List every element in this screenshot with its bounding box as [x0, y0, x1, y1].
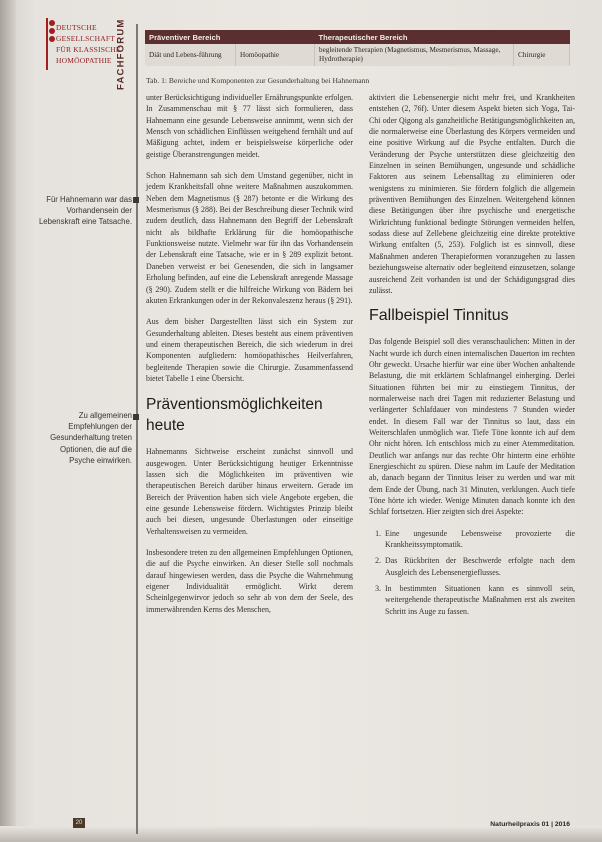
logo-line: DEUTSCHE [56, 23, 97, 32]
table-cell: Chirurgie [514, 44, 570, 66]
logo-line: GESELLSCHAFT [56, 34, 116, 43]
section-heading: Präventionsmöglichkeiten heute [146, 396, 323, 435]
page-bottom-shadow [0, 826, 602, 842]
section-label: FACHFORUM [115, 18, 127, 90]
section-heading: Fallbeispiel Tinnitus [369, 307, 509, 325]
logo-line: HOMÖOPATHIE [56, 56, 112, 65]
sidenote: Zu allgemeinen Empfehlungen der Gesunderhaltung treten Optionen, die auf die Psyche einwirken. [50, 411, 132, 465]
page-number: 20 [73, 818, 85, 828]
page-gutter-shadow [0, 0, 16, 842]
paragraph: Aus dem bisher Dargestellten lässt sich ein System zur Gesunderhaltung ableiten. Dieses besteht aus einem präventiven und einem therapeutischen Bereich, die sich wiederum in drei Komponenten aufgliedern: homöopathisches Heilverfahren, begleitende Therapien sowie die Chirurgie. Zusammenfassend bietet Tabelle 1 eine Übersicht. [146, 317, 353, 383]
table-header-preventive: Präventiver Bereich [145, 30, 315, 44]
paragraph: Insbesondere treten zu den allgemeinen Empfehlungen Optionen, die auf die Psyche einwirken. An dieser Stelle soll nochmals darauf hingewiesen werden, dass die Psyche die Wahrnehmung eigener Individualität ermöglicht. Wirkt derem Scheinlgegenwirvor jedoch so sehr ab von dem der Seele, des immerwährenden Kerns des Menschen, [146, 548, 353, 614]
margin-divider [136, 24, 138, 834]
paragraph: aktiviert die Lebensenergie nicht mehr frei, und Krankheiten entstehen (2, 76f). Unter diesem Aspekt bieten sich Yoga, Tai-Chi oder Qigong als ganzheitliche Betätigungsmöglichkeiten an, die normalerweise eine Überlastung des Körpers vermeiden und eine positive Wirkung auf die Psyche entfalten. Durch die Veränderung der Psyche unterstützen diese gleichzeitig den Einzelnen in seinen Bemühungen, ungesunde und schädliche Faktoren aus seinem Lebensalltag zu eliminieren oder wenigstens zu minimieren. Sie fördern folglich die allgemein präventiven Bemühungen des Einzelnen. Weitergehend können diese Betätigungen über ihre psychische und energetische Wirkrichtung funktional bedingte Störungen vermeiden helfen, sodass diese auf Zellebene gleichzeitig eine direkte protektive Wirkung entfalten (5, 253). Folglich ist es sinnvoll, diese Maßnahmen anderen Therapieformen voranzugehen zu lassen beziehungsweise alternativ oder begleitend einzusetzen, solange ausreichend Zeit vorhanden ist und der Schädigungsgrad dies zulässt. [369, 93, 575, 295]
logo-line: FÜR KLASSISCHE [56, 45, 121, 54]
table-cell: begleitende Therapien (Magnetismus, Mesmerismus, Massage, Hydrotherapie) [315, 44, 514, 66]
list-item: 3. In bestimmten Situationen kann es sinnvoll sein, weitergehende therapeutische Maßnahmen erst als zweiten Schritt ins Auge zu fassen. [383, 583, 575, 617]
journal-footer: Naturheilpraxis 01 | 2016 [490, 821, 570, 828]
components-table [145, 30, 570, 66]
aspects-list [369, 528, 575, 617]
table-cell: Diät und Lebens-führung [145, 44, 236, 66]
list-item: 1. Eine ungesunde Lebensweise provozierte die Krankheitssymptomatik. [383, 528, 575, 551]
sidenote-marker [133, 414, 139, 420]
list-item: 2. Das Rückbriten der Beschwerde erfolgte nach dem Ausgleich des Lebensenergieflusses. [383, 555, 575, 578]
sidenote-marker [133, 197, 139, 203]
paragraph: Schon Hahnemann sah sich dem Umstand gegenüber, nicht in jedem Krankheitsfall ohne weitere Maßnahmen auszukommen. Neben dem Magnetismus (§ 287) betonte er die Wirkung des Mesmerismus (§ 288). Bei der Beschreibung dieser Technik wird zudem deutlich, dass Hahnemann den Begriff der Lebenskraft nicht als bildhafte Erklärung für die homöopathische Funktionsweise nutzte. Vielmehr war für ihn das Vorhandensein der Lebenskraft eine Tatsache, wie er in § 289 explizit betont. Daneben verweist er bei Genesenden, die sich in langsamer Erholung befinden, auf eine die Lebenskraft anregende Massage (§ 290). Zudem stellt er die hilfreiche Wirkung von Bädern bei akuten Erkrankungen oder in der Rekonvaleszenz heraus (§ 291). [146, 171, 353, 305]
paragraph: Hahnemanns Sichtweise erscheint zunächst sinnvoll und ausgewogen. Unter Berücksichtigung heutiger Erkenntnisse lassen sich die Möglichkeiten im präventiven wie therapeutischen Bereich darüber hinaus erweitern. Gerade im Bereich der Prävention haben sich viele Angebote ergeben, die eine gesunde Lebensweise fördern. Wichtigstes Prinzip bleibt auch bei diesen, ungesunde Überlastungen oder einseitige Verhaltensweisen zu vermeiden. [146, 447, 353, 536]
table-caption: Tab. 1: Bereiche und Komponenten zur Gesunderhaltung bei Hahnemann [146, 76, 370, 85]
sidenote: Für Hahnemann war das Vorhandensein der Lebenskraft eine Tatsache. [38, 195, 132, 227]
text-column-left [146, 92, 353, 625]
paragraph: unter Berücksichtigung individueller Ernährungspunkte erfolgen. In Zusammenschau mit § 77 lässt sich formulieren, dass Hahnemann eine gesunde Lebensweise annimmt, wenn sich der Mensch von schädlichen Einflüssen weitgehend fernhält und auf Mäßigung achtet, indem er beispielsweise körperliche oder geistige Überanstrengungen meidet. [146, 93, 353, 159]
table-header-therapeutic: Therapeutischer Bereich [315, 30, 570, 44]
table-cell: Homöopathie [236, 44, 315, 66]
paragraph: Das folgende Beispiel soll dies veranschaulichen: Mitten in der Nacht wurde ich durch einen internalischen Dauerton im rechten Ohr geweckt. Ursache hierfür war eine über Wochen anhaltende Belastung, die mit erklärtem Schlafmangel einherging. Derlei Situationen führten bei mir zu einstiegem Tinnitus, der normalerweise nach drei Tagen mit reduzierter Belastung und verlängerter Schlafdauer von mindestens 7 Stunden wieder endet. In diesem Fall war der Tinnitus so laut, dass ein Weiterschlafen unmöglich war. Tiefe Töne konnte ich auf dem Ohr nicht hören. Ich entschloss mich zu einer Atemmeditation. Deutlich war anfangs nur das rechte Ohr hinterm eine erhöhte Energieschicht zu spüren. Diese nahm im Laufe der Meditation ab, danach begann der Tinnitus leiser zu werden und war mit dem Ende der Übung, nach 31 Minuten, verklungen. Auch tiefe Töne hörte ich wieder. Wenige Minuten danach konnte ich den Schlaf fortsetzen. Hier zeigten sich drei Aspekte: [369, 337, 575, 517]
text-column-right [369, 92, 575, 622]
